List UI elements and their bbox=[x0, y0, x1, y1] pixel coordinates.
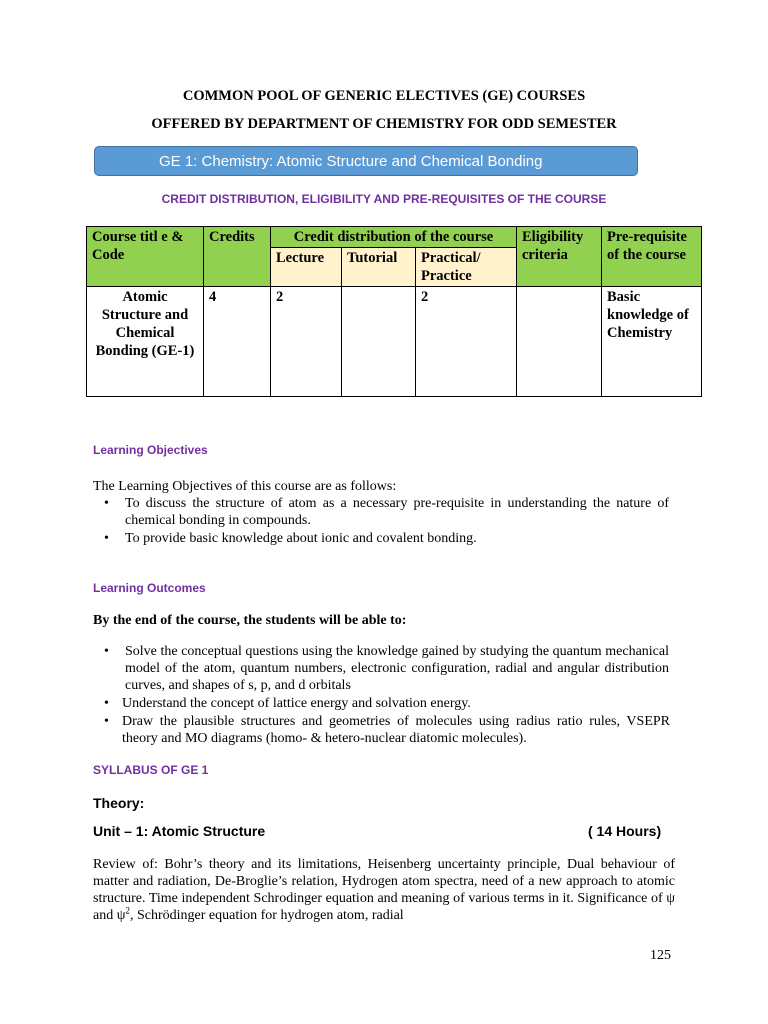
unit-title: Unit – 1: Atomic Structure bbox=[93, 823, 266, 839]
credit-distribution-table bbox=[86, 226, 702, 397]
credit-distribution-heading: CREDIT DISTRIBUTION, ELIGIBILITY AND PRE-REQUISITES OF THE COURSE bbox=[161, 192, 607, 206]
unit-hours: ( 14 Hours) bbox=[588, 823, 662, 839]
syllabus-heading: SYLLABUS OF GE 1 bbox=[93, 763, 209, 777]
outcome-item: Solve the conceptual questions using the knowledge gained by studying the quantum mechanical model of the atom, quantum numbers, electronic configuration, radial and angular distribution curves, and shapes of s, p, and d orbitals bbox=[125, 644, 669, 693]
cell-lecture: 2 bbox=[271, 287, 342, 397]
cell-tutorial bbox=[342, 287, 416, 397]
learning-outcomes-heading: Learning Outcomes bbox=[93, 581, 206, 595]
header-eligibility: Eligibility criteria bbox=[517, 227, 602, 287]
cell-credits: 4 bbox=[204, 287, 271, 397]
header-prerequisite: Pre-requisite of the course bbox=[602, 227, 702, 287]
learning-objectives-heading: Learning Objectives bbox=[93, 443, 208, 457]
header-credits: Credits bbox=[204, 227, 271, 287]
bullet-dot: • bbox=[104, 696, 109, 711]
course-title-banner: GE 1: Chemistry: Atomic Structure and Chemical Bonding bbox=[94, 146, 638, 176]
bullet-dot: • bbox=[104, 714, 109, 729]
header-tutorial: Tutorial bbox=[342, 248, 416, 287]
header-course-title: Course titl e & Code bbox=[87, 227, 204, 287]
outcome-item: Draw the plausible structures and geometries of molecules using radius ratio rules, VSEPR theory and MO diagrams (homo- & hetero-nuclear diatomic molecules). bbox=[122, 714, 670, 746]
unit-description: Review of: Bohr’s theory and its limitations, Heisenberg uncertainty principle, Dual behaviour of matter and radiation, De-Broglie’s relation, Hydrogen atom spectra, need of a new approach to atomic structure. Time independent Schrodinger equation and meaning of various terms in it. Significance of ψ and $\psi^2$, Schrödinger equation for hydrogen atom, radial bbox=[93, 857, 675, 923]
document-title-line2: OFFERED BY DEPARTMENT OF CHEMISTRY FOR ODD SEMESTER bbox=[151, 116, 617, 132]
bullet-dot: • bbox=[104, 496, 109, 511]
document-title-line1: COMMON POOL OF GENERIC ELECTIVES (GE) COURSES bbox=[182, 88, 586, 104]
page-number: 125 bbox=[650, 948, 671, 963]
cell-course-title: Atomic Structure and Chemical Bonding (GE-1) bbox=[87, 287, 204, 397]
header-lecture: Lecture bbox=[271, 248, 342, 287]
cell-prerequisite: Basic knowledge of Chemistry bbox=[602, 287, 702, 397]
learning-objectives-intro: The Learning Objectives of this course are as follows: bbox=[93, 479, 397, 494]
cell-practical: 2 bbox=[416, 287, 517, 397]
theory-label: Theory: bbox=[93, 795, 145, 811]
header-practical: Practical/ Practice bbox=[416, 248, 517, 287]
learning-outcomes-intro: By the end of the course, the students will be able to: bbox=[93, 613, 407, 628]
objective-item: To provide basic knowledge about ionic and covalent bonding. bbox=[125, 531, 477, 546]
objective-item: To discuss the structure of atom as a necessary pre-requisite in understanding the nature of chemical bonding in compounds. bbox=[125, 496, 669, 528]
header-credit-distribution: Credit distribution of the course bbox=[271, 227, 517, 248]
bullet-dot: • bbox=[104, 644, 109, 659]
bullet-dot: • bbox=[104, 531, 109, 546]
cell-eligibility bbox=[517, 287, 602, 397]
outcome-item: Understand the concept of lattice energy and solvation energy. bbox=[122, 696, 471, 711]
